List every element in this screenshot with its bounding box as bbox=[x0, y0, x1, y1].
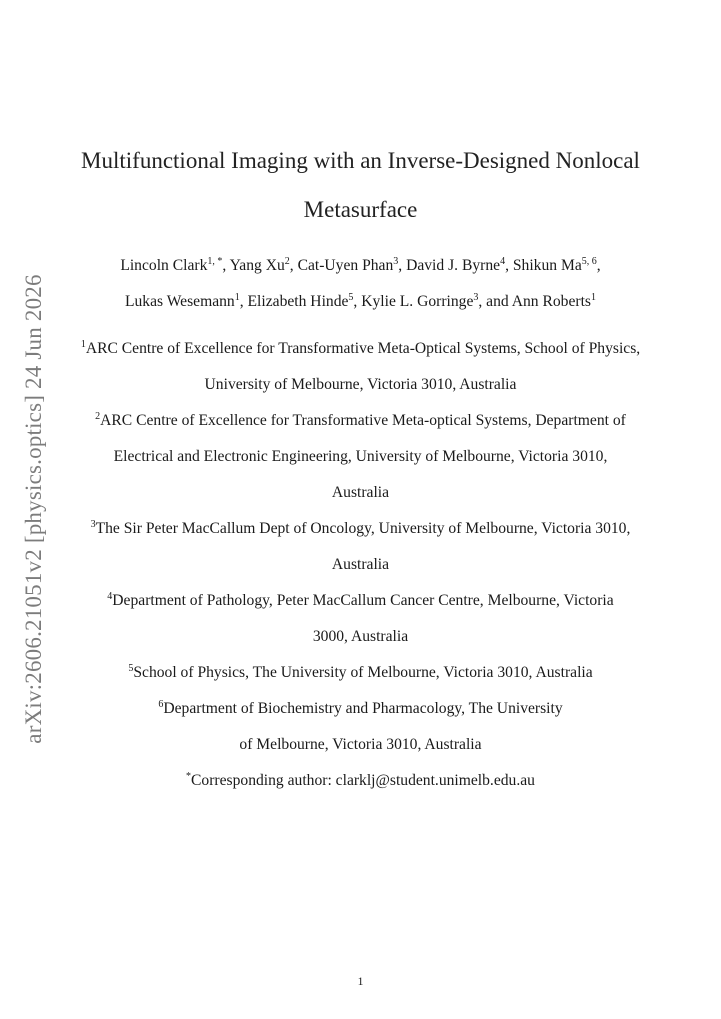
author: Shikun Ma$^{5, 6}$, bbox=[512, 255, 601, 274]
author: Kylie L. Gorringe$^3$, and bbox=[361, 291, 512, 310]
page-number: 1 bbox=[357, 974, 364, 988]
author: Lincoln Clark$^{1, *}$, bbox=[120, 255, 230, 274]
affiliation-list bbox=[60, 331, 661, 799]
affiliation-item: $^6$Department of Biochemistry and Pharmacology, The University of Melbourne, Victoria 3010, Australia bbox=[158, 698, 563, 753]
paper-title: Multifunctional Imaging with an Inverse-Designed Nonlocal Metasurface bbox=[81, 148, 640, 222]
affiliation-item: $^1$ARC Centre of Excellence for Transformative Meta-Optical Systems, School of Physics, University of Melbourne, Victoria 3010, Australia bbox=[80, 338, 641, 393]
arxiv-identifier-stamp: arXiv:2606.21051v2 [physics.optics] 24 Jun 2026 bbox=[21, 274, 46, 744]
affiliation-item: $^5$School of Physics, The University of Melbourne, Victoria 3010, Australia bbox=[128, 662, 593, 681]
author: Ann Roberts$^1$ bbox=[511, 291, 596, 310]
affiliation-item: $^2$ARC Centre of Excellence for Transformative Meta-optical Systems, Department of Electrical and Electronic Engineering, University of Melbourne, Victoria 3010, Australia bbox=[95, 410, 626, 501]
author: Lukas Wesemann$^1$, bbox=[124, 291, 248, 310]
author-list bbox=[60, 248, 661, 320]
corresponding-author-note: *Corresponding author: clarklj@student.unimelb.edu.au bbox=[186, 770, 535, 789]
author: Elizabeth Hinde$^5$, bbox=[247, 291, 362, 310]
author: Cat-Uyen Phan$^3$, bbox=[297, 255, 407, 274]
affiliation-item: $^4$Department of Pathology, Peter MacCallum Cancer Centre, Melbourne, Victoria 3000, Australia bbox=[107, 590, 614, 645]
author: Yang Xu$^2$, bbox=[229, 255, 298, 274]
affiliation-item: $^3$The Sir Peter MacCallum Dept of Oncology, University of Melbourne, Victoria 3010, Australia bbox=[90, 518, 631, 573]
author: David J. Byrne$^4$, bbox=[406, 255, 513, 274]
